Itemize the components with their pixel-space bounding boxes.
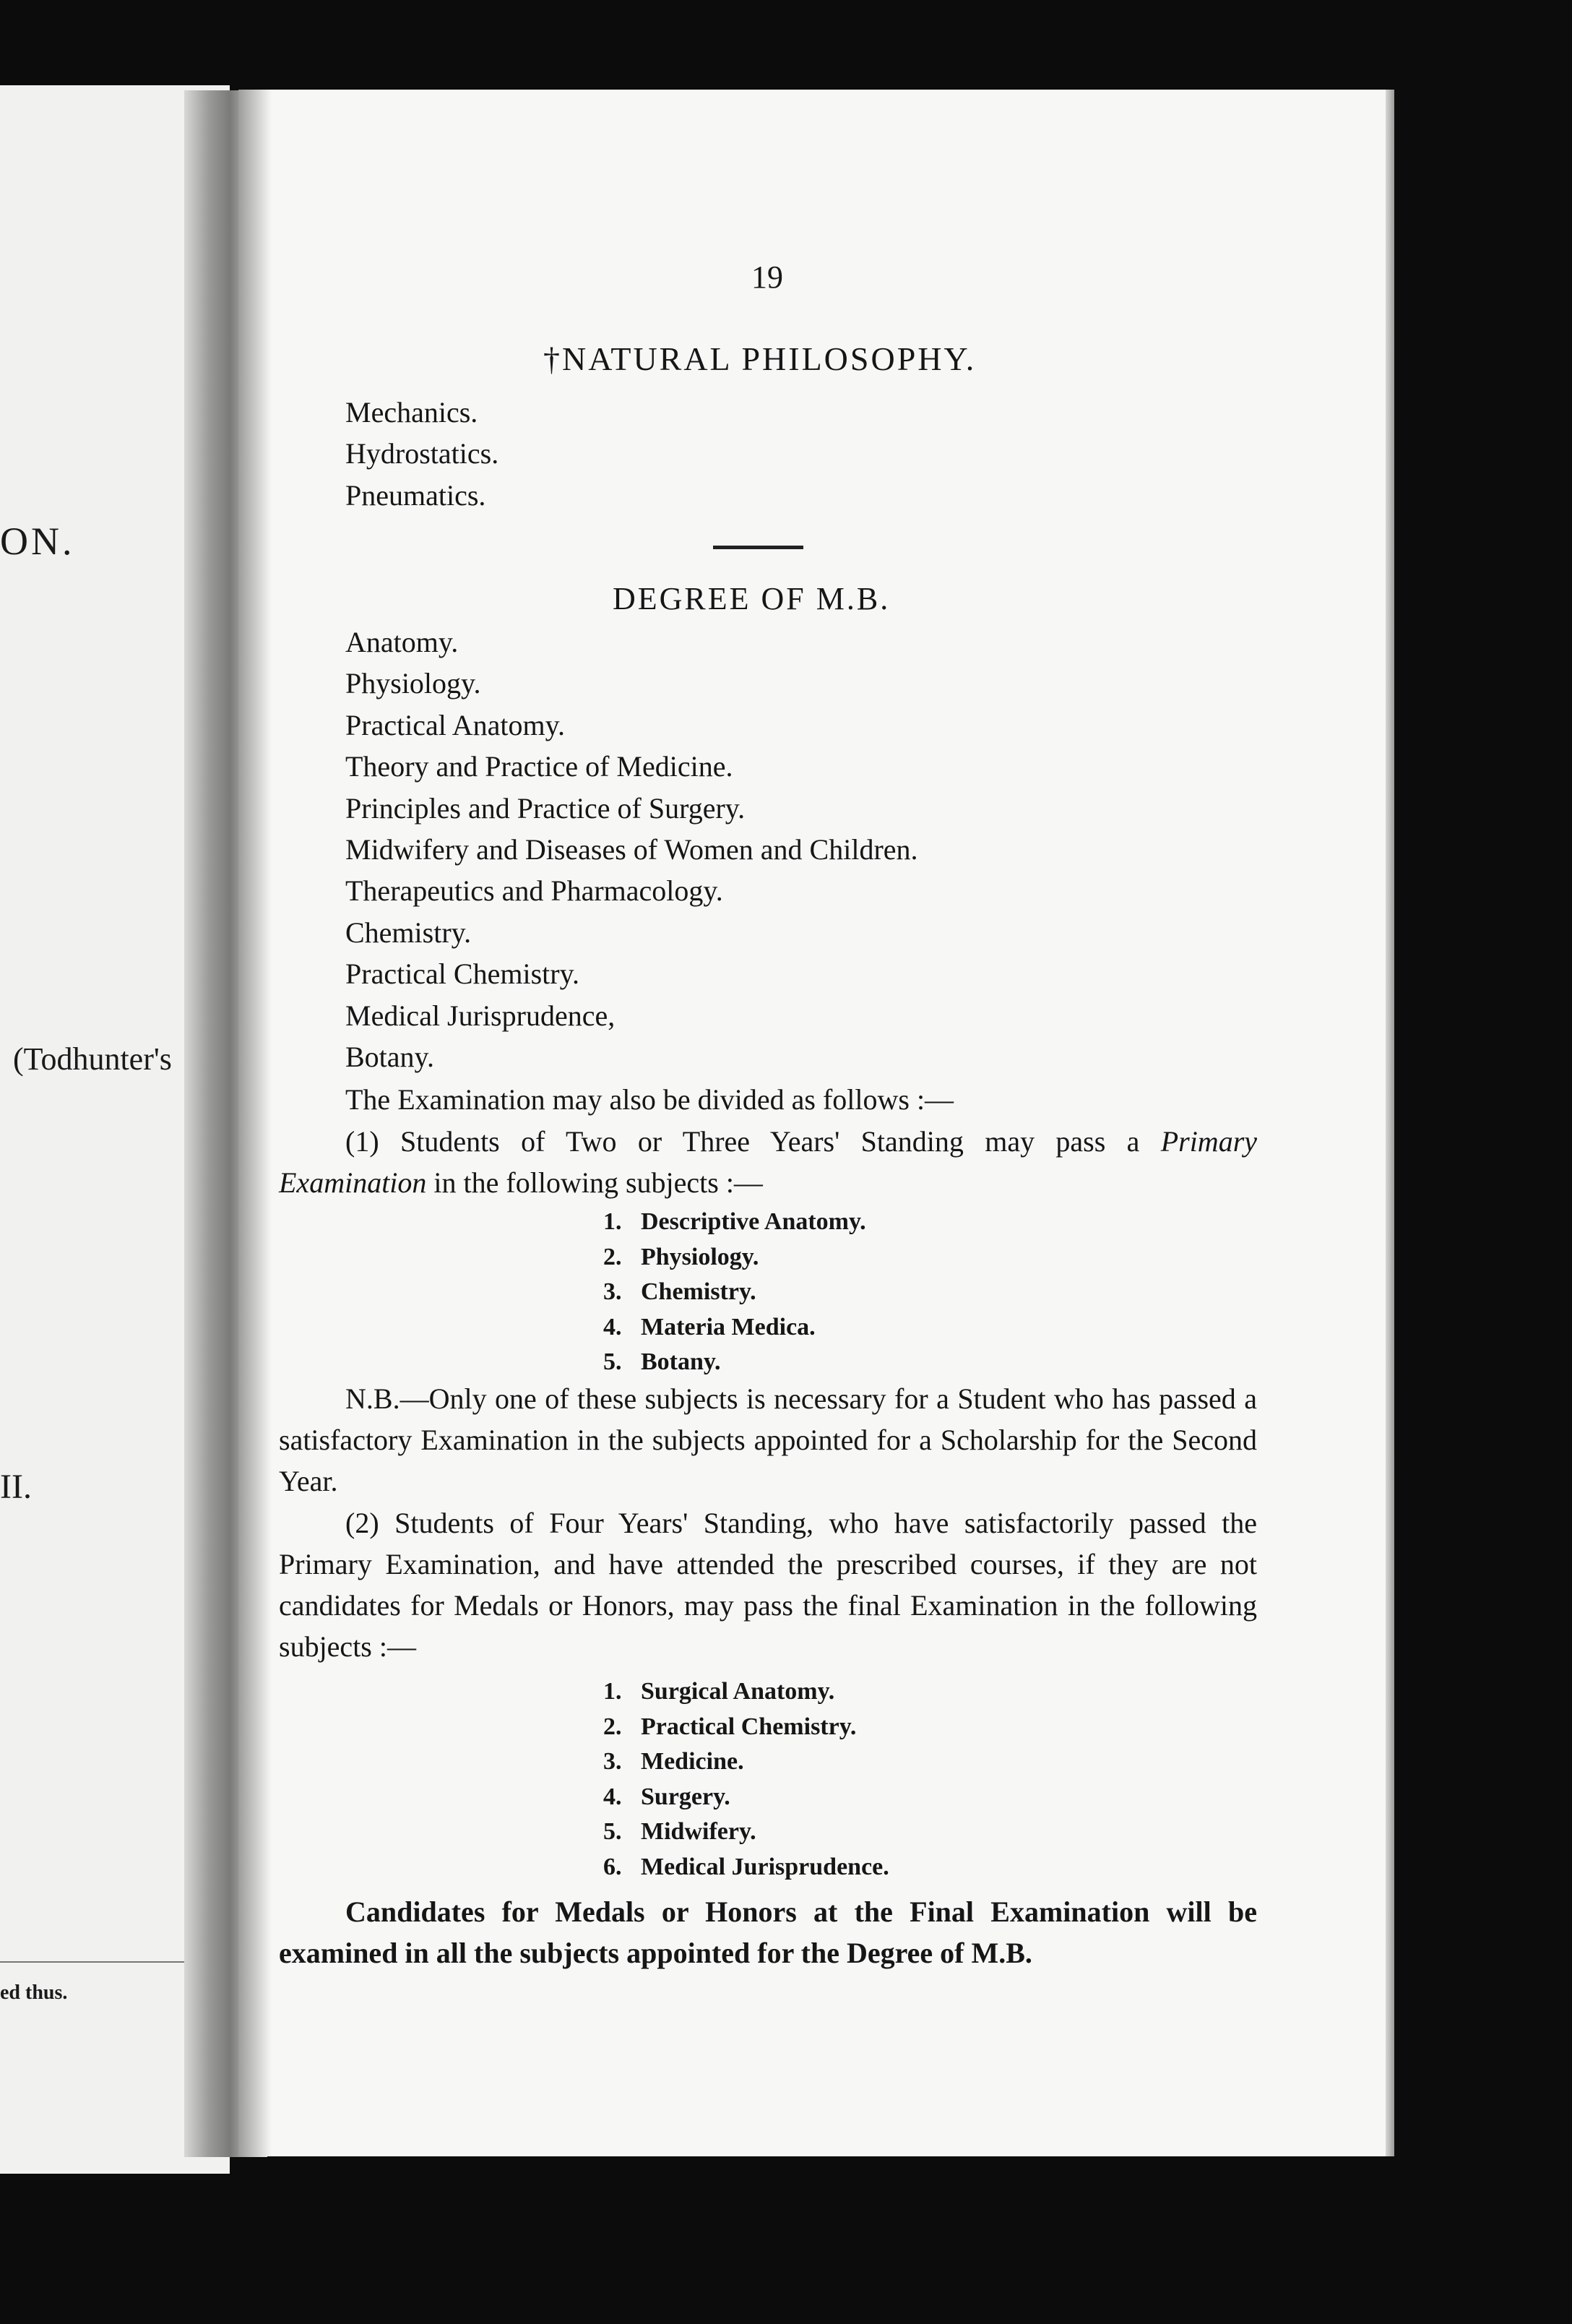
- list-item: Chemistry.: [345, 916, 472, 949]
- list-item: 4. Surgery.: [603, 1783, 730, 1810]
- natural-philosophy-list: [345, 392, 498, 516]
- exam-division-text: The Examination may also be divided as follows :—: [345, 1083, 954, 1116]
- list-item: 1. Descriptive Anatomy.: [603, 1208, 866, 1235]
- degree-mb-subject-list: [345, 621, 918, 1077]
- left-page-fragment-on: ON.: [0, 520, 75, 563]
- candidates-paragraph: [279, 1891, 1257, 1974]
- list-item: Therapeutics and Pharmacology.: [345, 874, 723, 908]
- list-item: 2. Physiology.: [603, 1243, 759, 1270]
- list-item: 6. Medical Jurisprudence.: [603, 1853, 889, 1880]
- candidates-text: Candidates for Medals or Honors at the Final Examination will be examined in all the subjects appointed for the Degree of M.B.: [279, 1895, 1257, 1969]
- left-page-footnote-rule: [0, 1961, 189, 1963]
- list-item: 2. Practical Chemistry.: [603, 1713, 857, 1740]
- list-item: 5. Midwifery.: [603, 1818, 756, 1845]
- primary-intro-end: in the following subjects :—: [433, 1166, 763, 1199]
- exam-division-paragraph: [279, 1079, 1257, 1120]
- section-divider: [713, 546, 803, 549]
- primary-exam-paragraph: [279, 1121, 1257, 1203]
- page-edge: [1386, 90, 1394, 2156]
- final-subject-list: [603, 1674, 889, 1885]
- primary-exam-italic: Primary Examination: [279, 1125, 1258, 1199]
- natural-philosophy-heading: †NATURAL PHILOSOPHY.: [543, 340, 977, 377]
- page-number: 19: [751, 259, 783, 295]
- list-item: Physiology.: [345, 667, 481, 700]
- list-item: Anatomy.: [345, 626, 459, 658]
- nb-paragraph: [279, 1378, 1257, 1502]
- list-item: Pneumatics.: [345, 478, 486, 512]
- list-item: Hydrostatics.: [345, 437, 499, 470]
- degree-mb-heading: DEGREE OF M.B.: [613, 581, 891, 616]
- list-item: Theory and Practice of Medicine.: [345, 750, 733, 783]
- list-item: Medical Jurisprudence,: [345, 999, 616, 1032]
- left-page-fragment-todhunter: (Todhunter's: [13, 1041, 172, 1077]
- page-gutter-shadow: [238, 90, 272, 2156]
- primary-intro-start: (1) Students of Two or Three Years' Standing may pass a: [345, 1125, 1140, 1158]
- final-intro-text: (2) Students of Four Years' Standing, who have satisfactorily passed the Primary Examination, and have attended the prescribed courses, if they are not candidates for Medals or Honors, may pass the final Examination in the following subjects :—: [279, 1507, 1257, 1663]
- final-exam-paragraph: [279, 1502, 1257, 1667]
- list-item: 3. Medicine.: [603, 1748, 744, 1775]
- nb-text: N.B.—Only one of these subjects is necessary for a Student who has passed a satisfactory Examination in the subjects appointed for a Scholarship for the Second Year.: [279, 1382, 1257, 1497]
- list-item: 1. Surgical Anatomy.: [603, 1678, 835, 1705]
- list-item: Practical Anatomy.: [345, 708, 565, 741]
- list-item: Practical Chemistry.: [345, 957, 579, 991]
- list-item: Botany.: [345, 1041, 434, 1074]
- list-item: Principles and Practice of Surgery.: [345, 791, 746, 825]
- list-item: 5. Botany.: [603, 1348, 721, 1375]
- list-item: 4. Materia Medica.: [603, 1313, 816, 1340]
- primary-subject-list: [603, 1205, 866, 1380]
- left-page-footnote-fragment: ed thus.: [0, 1981, 68, 2004]
- list-item: Midwifery and Diseases of Women and Children.: [345, 833, 918, 866]
- list-item: Mechanics.: [345, 396, 478, 429]
- list-item: 3. Chemistry.: [603, 1278, 756, 1305]
- left-page-fragment-ii: II.: [0, 1468, 32, 1506]
